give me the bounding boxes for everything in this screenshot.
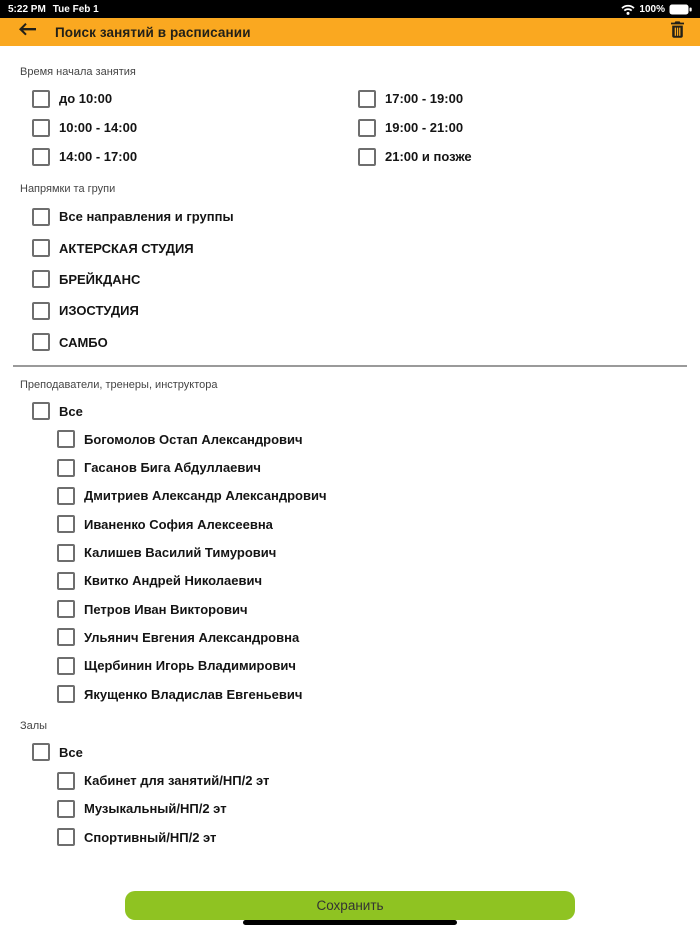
status-bar-right — [621, 4, 692, 15]
checkbox-label: Все направления и группы — [59, 209, 234, 225]
checkbox[interactable] — [57, 772, 75, 790]
checkbox-label: Квитко Андрей Николаевич — [84, 573, 263, 589]
save-button-label: Сохранить — [316, 898, 384, 913]
checkbox[interactable] — [57, 430, 75, 448]
page-title: Поиск занятий в расписании — [55, 24, 251, 40]
checkbox-label: ИЗОСТУДИЯ — [59, 303, 139, 319]
checkbox-row[interactable] — [0, 482, 700, 510]
checkbox-label: БРЕЙКДАНС — [59, 271, 141, 287]
section-groups — [0, 183, 700, 358]
checkbox-row[interactable] — [0, 623, 700, 651]
battery-icon — [669, 4, 692, 15]
home-indicator[interactable] — [243, 920, 457, 925]
checkbox-row[interactable] — [350, 113, 700, 142]
section-label: Напрямки та групи — [20, 183, 116, 195]
checkbox[interactable] — [57, 800, 75, 818]
checkbox[interactable] — [57, 459, 75, 477]
checkbox-row[interactable] — [0, 327, 700, 358]
trash-icon — [670, 21, 685, 43]
checkbox[interactable] — [358, 148, 376, 166]
checkbox-label: Щербинин Игорь Владимирович — [84, 658, 296, 674]
checkbox-label: Кабинет для занятий/НП/2 эт — [84, 773, 270, 789]
checkbox-label: 10:00 - 14:00 — [59, 120, 138, 135]
checkbox-row[interactable] — [0, 264, 700, 295]
section-label: Залы — [20, 720, 48, 733]
checkbox-label: САМБО — [59, 334, 108, 350]
clear-filters-button[interactable] — [670, 21, 685, 43]
checkbox-label: 14:00 - 17:00 — [59, 149, 138, 164]
back-button[interactable] — [19, 23, 36, 41]
battery-percent: 100% — [639, 3, 665, 15]
checkbox-label: до 10:00 — [59, 91, 113, 106]
status-bar-left — [8, 4, 99, 15]
checkbox[interactable] — [32, 208, 50, 226]
checkbox[interactable] — [57, 487, 75, 505]
checkbox-label: 19:00 - 21:00 — [385, 120, 464, 135]
checkbox-row[interactable] — [0, 795, 700, 823]
checkbox[interactable] — [358, 90, 376, 108]
checkbox[interactable] — [32, 148, 50, 166]
checkbox-row[interactable] — [0, 113, 350, 142]
section-label: Преподаватели, тренеры, инструктора — [20, 378, 218, 391]
checkbox[interactable] — [32, 302, 50, 320]
save-button[interactable] — [125, 891, 575, 920]
checkbox-row[interactable] — [0, 232, 700, 263]
checkbox-label: Гасанов Бига Абдуллаевич — [84, 460, 261, 476]
checkbox[interactable] — [32, 270, 50, 288]
checkbox-row[interactable] — [350, 142, 700, 171]
section-label: Время начала занятия — [20, 66, 136, 78]
two-column-checkbox-grid — [0, 84, 700, 171]
checkbox-row[interactable] — [0, 142, 350, 171]
checkbox-label: Спортивный/НП/2 эт — [84, 829, 217, 845]
checkbox-label: Калишев Василий Тимурович — [84, 545, 277, 561]
app-bar — [0, 18, 700, 46]
checkbox-row[interactable] — [0, 680, 700, 708]
checkbox[interactable] — [57, 828, 75, 846]
checkbox[interactable] — [57, 544, 75, 562]
checkbox[interactable] — [57, 685, 75, 703]
checkbox[interactable] — [32, 333, 50, 351]
checkbox-label: Богомолов Остап Александрович — [84, 431, 303, 447]
checkbox-row[interactable] — [0, 652, 700, 680]
checkbox[interactable] — [32, 402, 50, 420]
status-time: 5:22 PM — [8, 3, 46, 15]
checkbox-label: Все — [59, 403, 83, 419]
checkbox-row[interactable] — [0, 767, 700, 795]
checkbox-row[interactable] — [0, 567, 700, 595]
checkbox-row[interactable] — [350, 84, 700, 113]
checkbox-row[interactable] — [0, 425, 700, 453]
status-date: Tue Feb 1 — [52, 3, 99, 15]
back-arrow-icon — [19, 23, 36, 41]
checkbox-row[interactable] — [0, 538, 700, 566]
checkbox-row[interactable] — [0, 84, 350, 113]
checkbox-label: Иваненко София Алексеевна — [84, 516, 273, 532]
checkbox[interactable] — [32, 743, 50, 761]
divider — [13, 365, 687, 367]
checkbox[interactable] — [57, 628, 75, 646]
checkbox-label: Якущенко Владислав Евгеньевич — [84, 686, 303, 702]
checkbox-row[interactable] — [0, 510, 700, 538]
checkbox-row[interactable] — [0, 295, 700, 326]
wifi-icon — [621, 4, 635, 15]
checkbox[interactable] — [32, 239, 50, 257]
checkbox[interactable] — [57, 657, 75, 675]
checkbox-label: 21:00 и позже — [385, 149, 472, 164]
checkbox[interactable] — [32, 90, 50, 108]
checkbox-label: Петров Иван Викторович — [84, 601, 248, 617]
checkbox-label: Ульянич Евгения Александровна — [84, 629, 300, 645]
content — [0, 46, 700, 851]
checkbox-row[interactable] — [0, 738, 700, 766]
section-teachers — [0, 379, 700, 708]
checkbox-label: 17:00 - 19:00 — [385, 91, 464, 106]
checkbox-row[interactable] — [0, 397, 700, 425]
checkbox[interactable] — [32, 119, 50, 137]
checkbox[interactable] — [57, 515, 75, 533]
checkbox-row[interactable] — [0, 823, 700, 851]
checkbox[interactable] — [358, 119, 376, 137]
checkbox-label: АКТЕРСКАЯ СТУДИЯ — [59, 240, 194, 256]
section-time — [0, 66, 700, 171]
checkbox-label: Все — [59, 744, 83, 760]
checkbox-row[interactable] — [0, 595, 700, 623]
checkbox-label: Дмитриев Александр Александрович — [84, 488, 327, 504]
section-halls — [0, 720, 700, 851]
checkbox[interactable] — [57, 600, 75, 618]
checkbox-label: Музыкальный/НП/2 эт — [84, 801, 227, 817]
checkbox-row[interactable] — [0, 201, 700, 232]
status-bar — [0, 0, 700, 18]
checkbox-row[interactable] — [0, 454, 700, 482]
checkbox[interactable] — [57, 572, 75, 590]
